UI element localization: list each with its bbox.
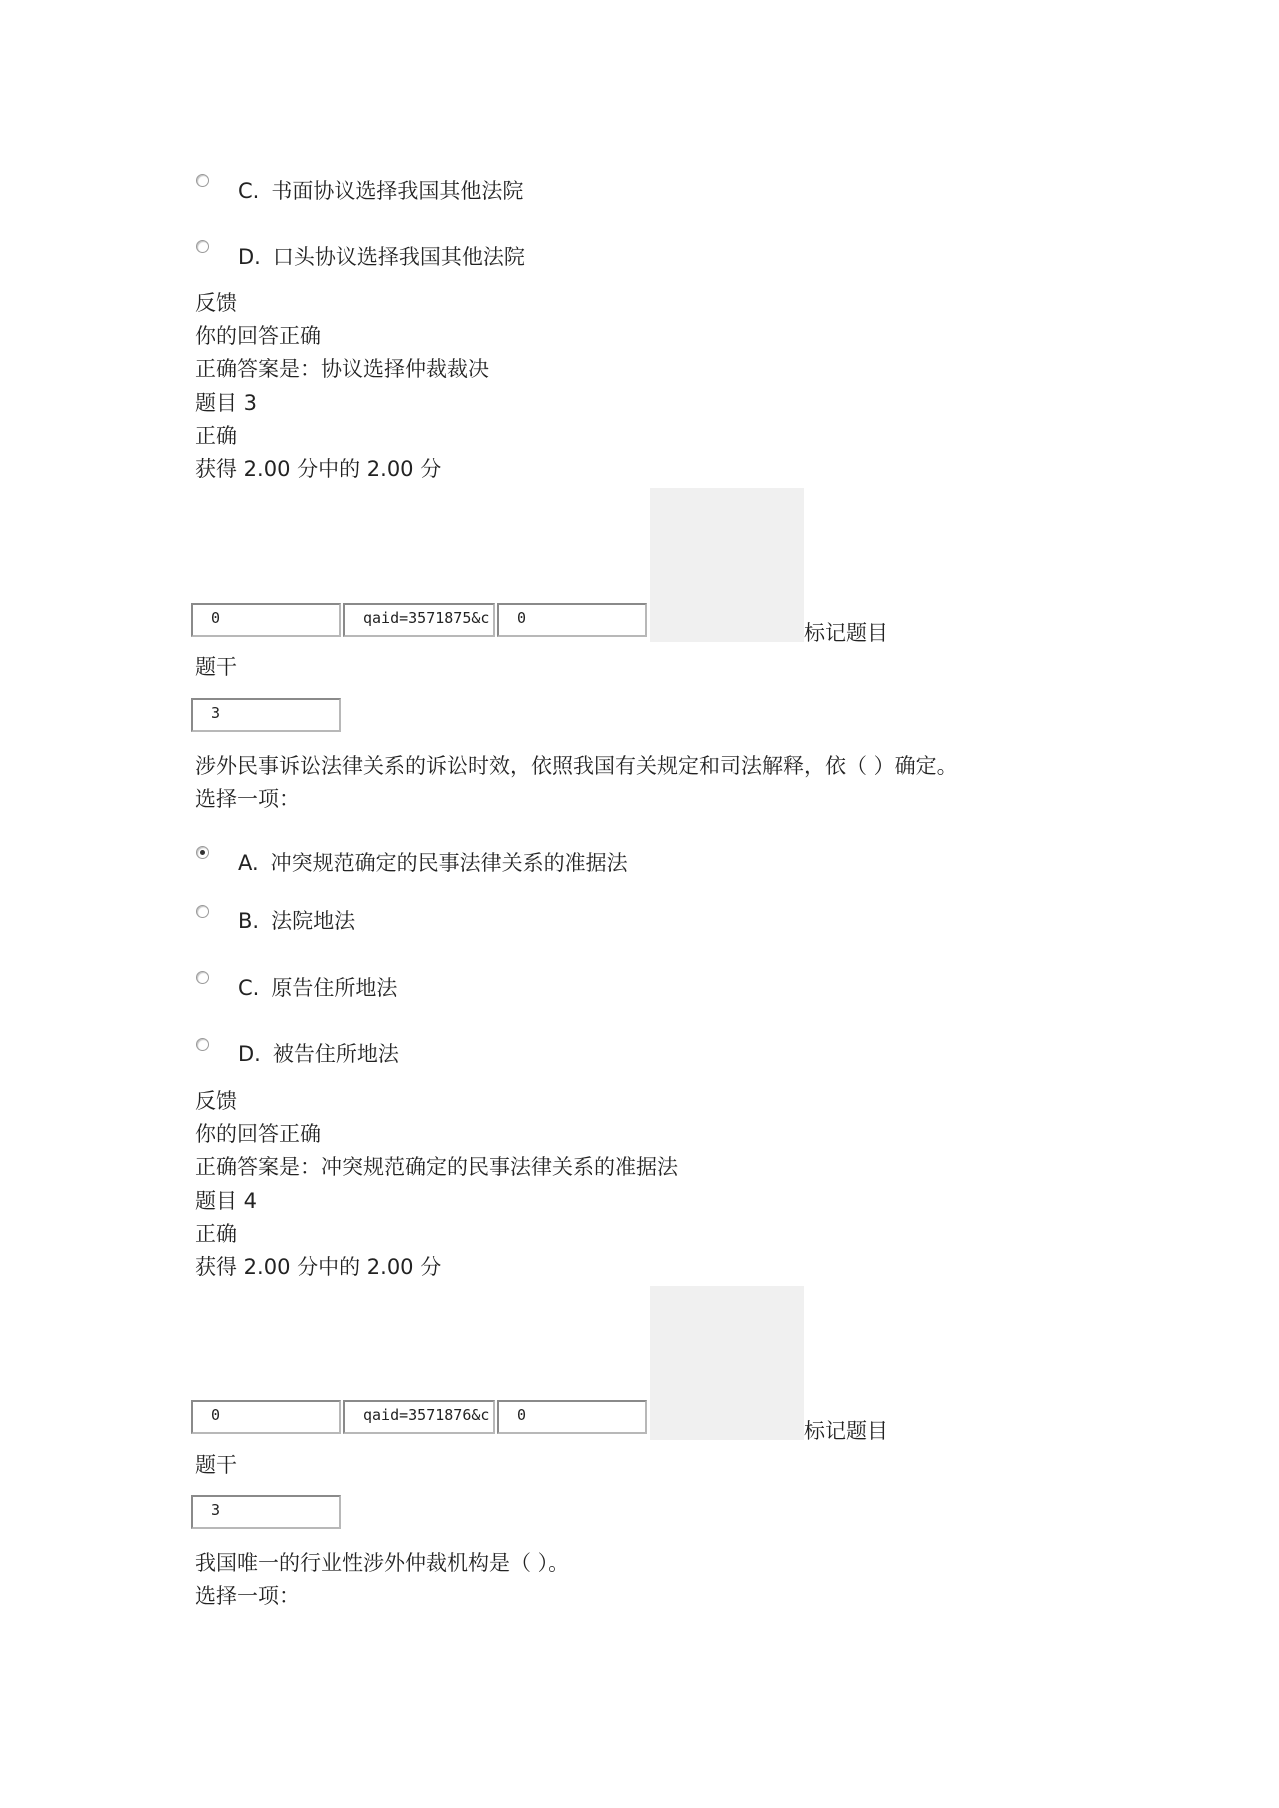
option-letter: D.: [238, 245, 261, 269]
flag-question-link[interactable]: 标记题目: [804, 621, 888, 645]
option-letter: D.: [238, 1042, 261, 1066]
correct-answer: 正确答案是：冲突规范确定的民事法律关系的准据法: [195, 1155, 678, 1179]
feedback-result: 你的回答正确: [195, 1122, 321, 1146]
question-text: 我国唯一的行业性涉外仲裁机构是（ ）。: [195, 1551, 570, 1575]
feedback-result: 你的回答正确: [195, 324, 321, 348]
option-c-radio[interactable]: [196, 174, 209, 187]
option-c: [238, 178, 523, 204]
hidden-field-2[interactable]: 0: [497, 1400, 647, 1434]
hidden-field-1[interactable]: 0: [191, 603, 341, 637]
option-b: [238, 908, 355, 934]
option-c-radio[interactable]: [196, 971, 209, 984]
correct-answer: 正确答案是：协议选择仲裁裁决: [195, 357, 489, 381]
select-prompt: 选择一项：: [195, 787, 300, 811]
option-text: 被告住所地法: [272, 1042, 399, 1066]
option-text: 原告住所地法: [271, 976, 398, 1000]
question-text: 涉外民事诉讼法律关系的诉讼时效，依照我国有关规定和司法解释，依（ ）确定。: [195, 754, 958, 778]
option-a: [238, 850, 628, 876]
question-title: 题目 3: [195, 391, 258, 415]
question-score: 获得 2.00 分中的 2.00 分: [195, 1255, 442, 1279]
question-status: 正确: [195, 424, 237, 448]
image-placeholder: [650, 1286, 804, 1440]
select-prompt: 选择一项：: [195, 1584, 300, 1608]
option-text: 书面协议选择我国其他法院: [271, 179, 524, 203]
stem-label: 题干: [195, 1453, 237, 1477]
option-text: 冲突规范确定的民事法律关系的准据法: [270, 851, 628, 875]
hidden-field-qaid[interactable]: qaid=3571875&c: [343, 603, 495, 637]
option-c: [238, 975, 397, 1001]
option-d-radio[interactable]: [196, 240, 209, 253]
option-letter: C.: [238, 976, 260, 1000]
option-letter: B.: [238, 909, 260, 933]
question-title: 题目 4: [195, 1189, 258, 1213]
option-text: 口头协议选择我国其他法院: [272, 245, 525, 269]
stem-label: 题干: [195, 655, 237, 679]
option-text: 法院地法: [271, 909, 356, 933]
question-status: 正确: [195, 1222, 237, 1246]
hidden-field-2[interactable]: 0: [497, 603, 647, 637]
question-score: 获得 2.00 分中的 2.00 分: [195, 457, 442, 481]
option-d: [238, 244, 525, 270]
flag-question-link[interactable]: 标记题目: [804, 1419, 888, 1443]
option-letter: A.: [238, 851, 259, 875]
feedback-label: 反馈: [195, 291, 237, 315]
stem-field[interactable]: 3: [191, 698, 341, 732]
stem-field[interactable]: 3: [191, 1495, 341, 1529]
option-a-radio[interactable]: [196, 846, 209, 859]
image-placeholder: [650, 488, 804, 642]
hidden-field-qaid[interactable]: qaid=3571876&c: [343, 1400, 495, 1434]
option-b-radio[interactable]: [196, 905, 209, 918]
option-d-radio[interactable]: [196, 1038, 209, 1051]
feedback-label: 反馈: [195, 1089, 237, 1113]
hidden-field-1[interactable]: 0: [191, 1400, 341, 1434]
option-letter: C.: [238, 179, 260, 203]
option-d: [238, 1041, 399, 1067]
